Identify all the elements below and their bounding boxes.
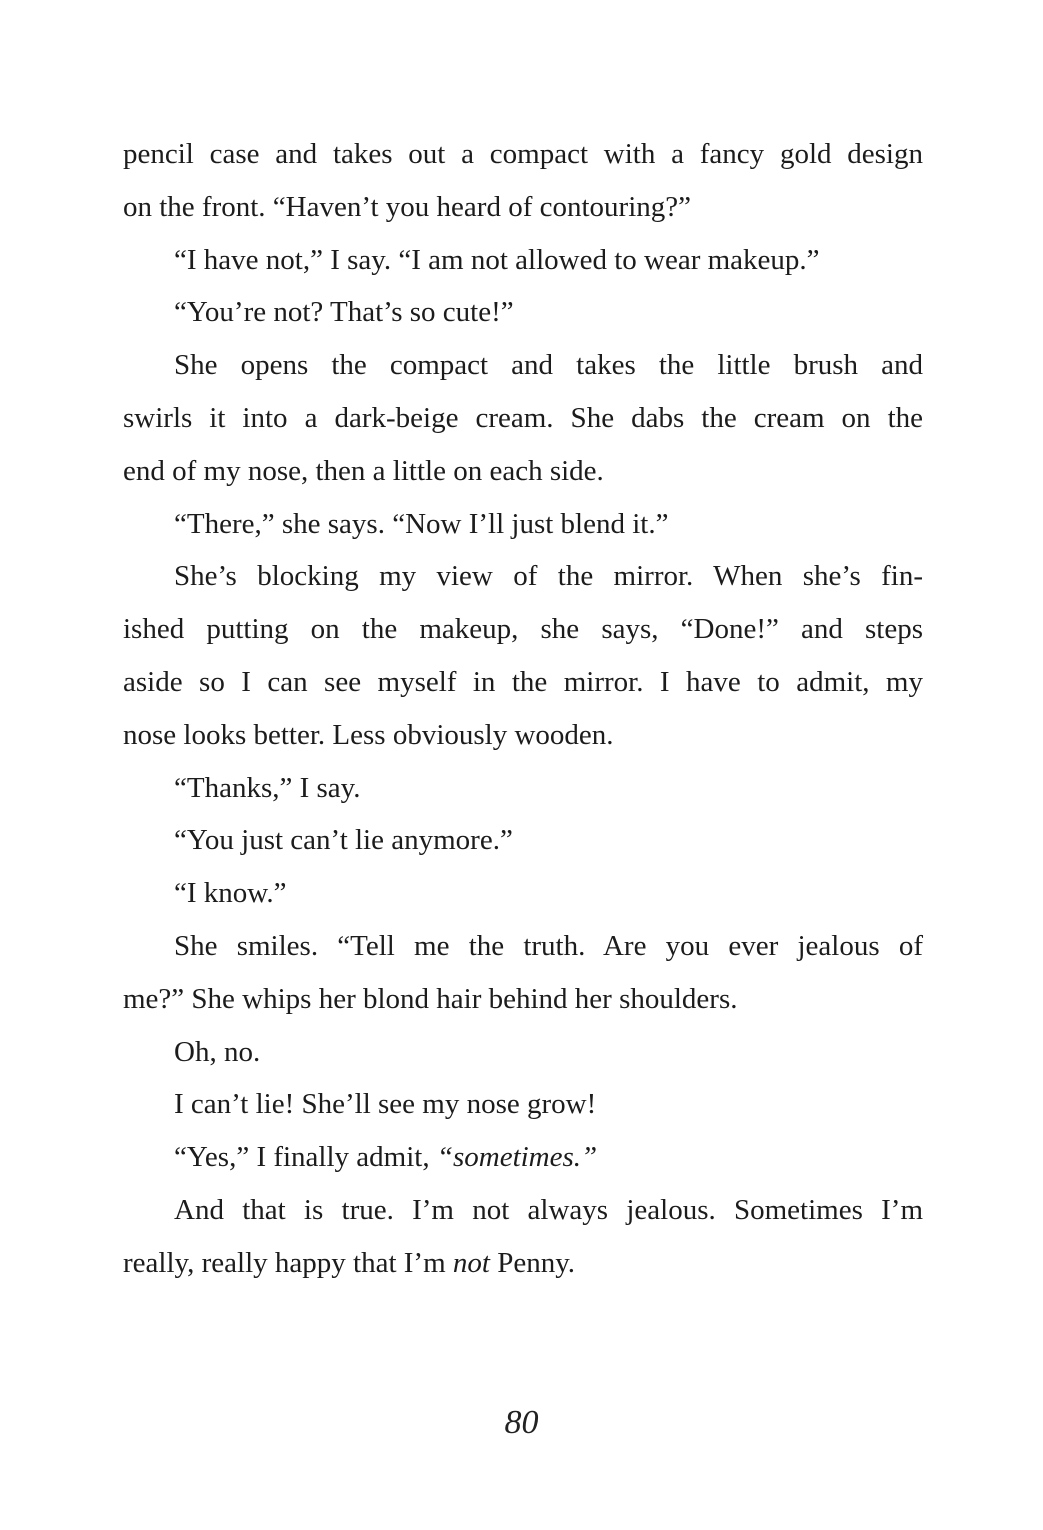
italic-text-run: “sometimes.” (436, 1141, 598, 1174)
text-line: “You just can’t lie anymore.” (174, 824, 513, 857)
text-line: me?” She whips her blond hair behind her shoulders. (123, 982, 738, 1015)
text-line: She opens the compact and takes the little brush and (174, 349, 923, 382)
page-number: 80 (504, 1404, 539, 1441)
text-run: “Yes,” I finally admit, (174, 1141, 437, 1174)
book-page-text (123, 128, 923, 1290)
text-line: end of my nose, then a little on each side. (123, 454, 604, 487)
text-line: swirls it into a dark-beige cream. She dabs the cream on the (123, 401, 923, 434)
text-run: Penny. (489, 1246, 576, 1279)
text-line: on the front. “Haven’t you heard of contouring?” (123, 190, 691, 223)
text-line: “I know.” (174, 877, 287, 910)
text-line: “Thanks,” I say. (174, 771, 361, 804)
text-line: “There,” she says. “Now I’ll just blend it.” (174, 507, 669, 540)
text-line: She’s blocking my view of the mirror. When she’s fin- (174, 560, 923, 593)
text-line: nose looks better. Less obviously wooden. (123, 718, 614, 751)
text-run: really, really happy that I’m (123, 1246, 453, 1279)
text-line (123, 1131, 923, 1184)
text-line: ished putting on the makeup, she says, “Done!” and steps (123, 613, 923, 646)
text-line (123, 1237, 923, 1290)
italic-text-run: not (452, 1246, 490, 1279)
text-line: Oh, no. (174, 1035, 261, 1068)
text-line: aside so I can see myself in the mirror. I have to admit, my (123, 665, 923, 698)
text-line: “I have not,” I say. “I am not allowed to wear makeup.” (174, 243, 820, 276)
text-line: I can’t lie! She’ll see my nose grow! (174, 1088, 597, 1121)
text-line: And that is true. I’m not always jealous. Sometimes I’m (174, 1193, 923, 1226)
text-line: “You’re not? That’s so cute!” (174, 296, 514, 329)
text-line: pencil case and takes out a compact with a fancy gold design (123, 138, 923, 170)
text-line: She smiles. “Tell me the truth. Are you ever jealous of (174, 929, 923, 962)
